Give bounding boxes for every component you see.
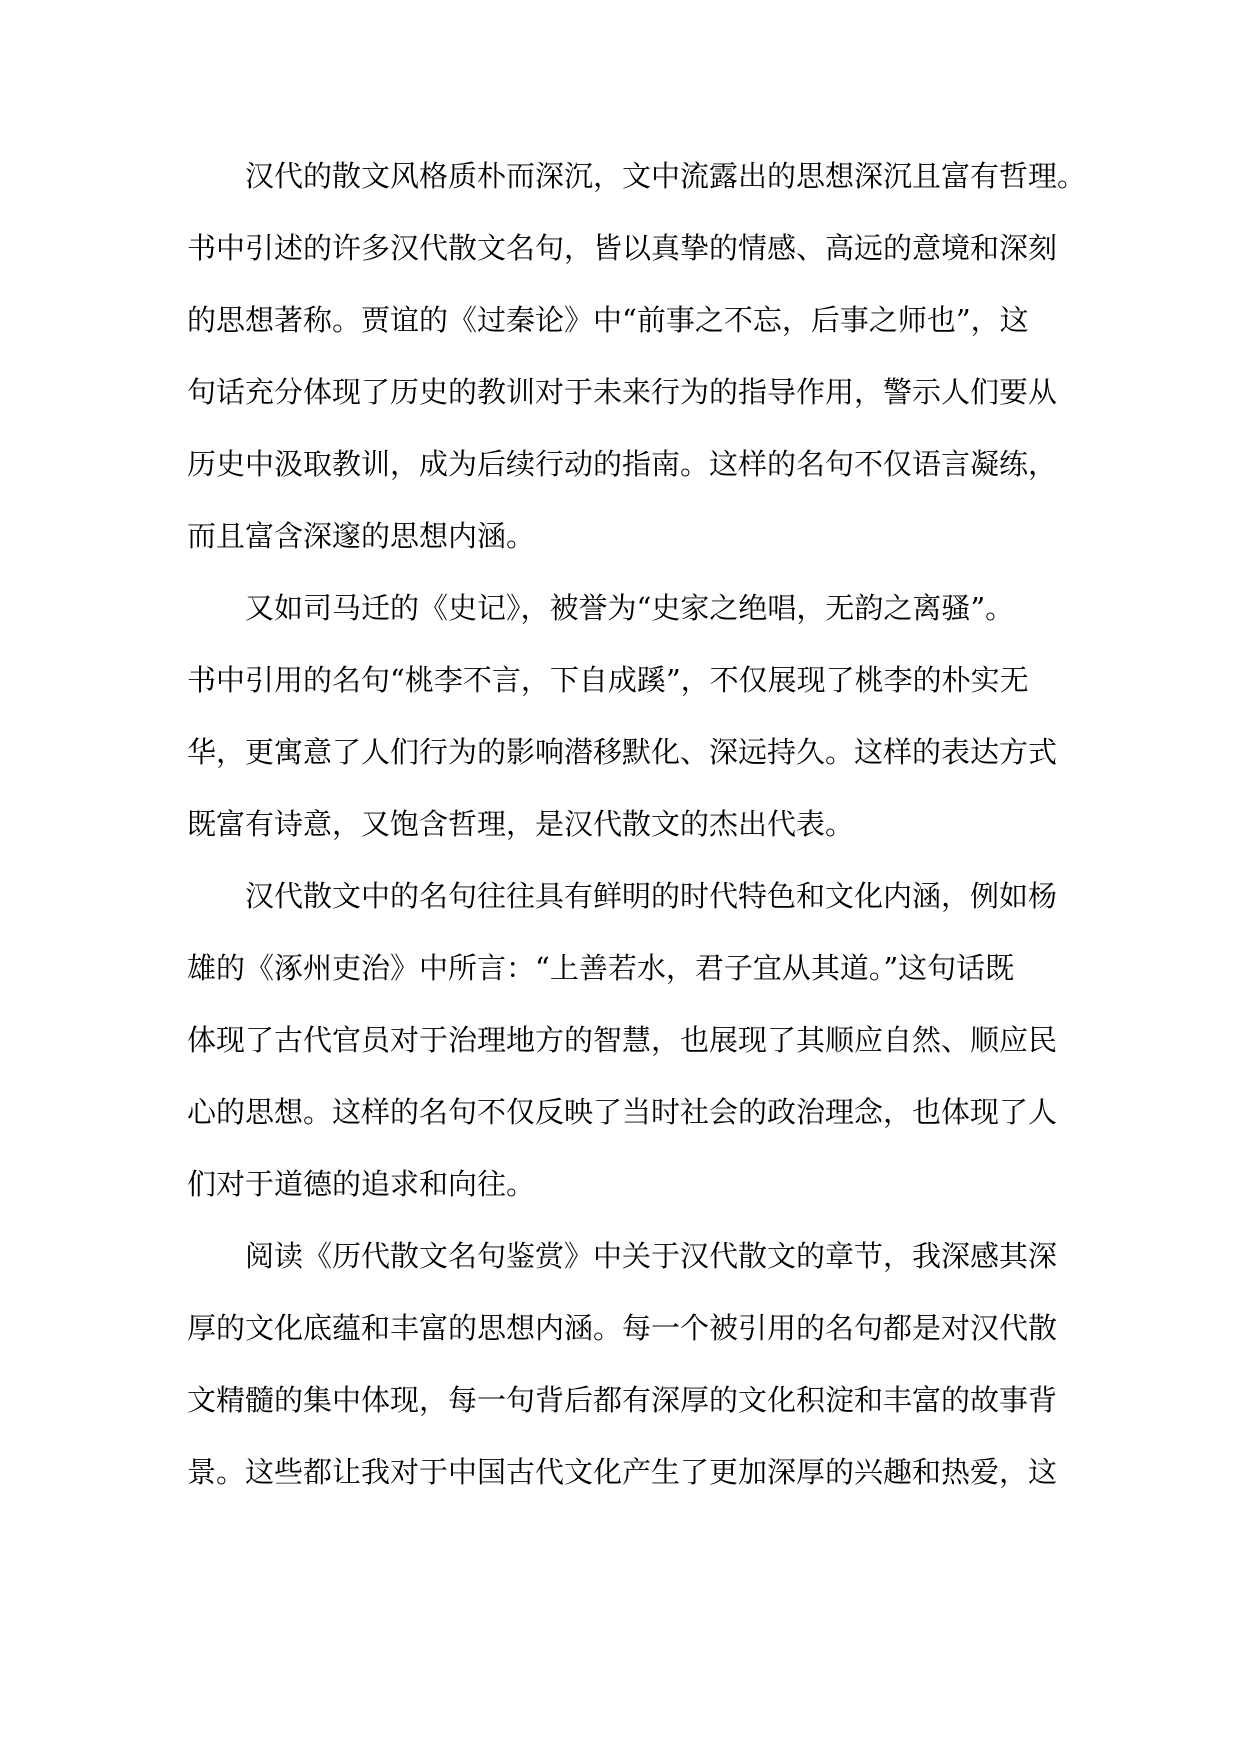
paragraph-line: 书中引述的许多汉代散文名句，皆以真挚的情感、高远的意境和深刻 (187, 231, 1058, 265)
paragraph-2 (187, 572, 1087, 860)
paragraph-line: 体现了古代官员对于治理地方的智慧，也展现了其顺应自然、顺应民 (187, 1023, 1058, 1057)
paragraph-line: 们对于道德的追求和向往。 (187, 1167, 536, 1201)
paragraph-line: 既富有诗意，又饱含哲理，是汉代散文的杰出代表。 (187, 807, 855, 841)
paragraph-line: 又如司马迁的《史记》，被誉为“史家之绝唱，无韵之离骚”。 (245, 591, 1015, 625)
paragraph-line: 心的思想。这样的名句不仅反映了当时社会的政治理念，也体现了人 (187, 1095, 1058, 1129)
paragraph-line: 华，更寓意了人们行为的影响潜移默化、深远持久。这样的表达方式 (187, 735, 1058, 769)
paragraph-line: 汉代的散文风格质朴而深沉，文中流露出的思想深沉且富有哲理。 (245, 159, 1087, 193)
paragraph-line: 汉代散文中的名句往往具有鲜明的时代特色和文化内涵，例如杨 (245, 879, 1058, 913)
paragraph-3 (187, 860, 1087, 1220)
paragraph-line: 书中引用的名句“桃李不言，下自成蹊”，不仅展现了桃李的朴实无 (187, 663, 1029, 697)
paragraph-line: 句话充分体现了历史的教训对于未来行为的指导作用，警示人们要从 (187, 375, 1058, 409)
paragraph-4 (187, 1220, 1087, 1508)
paragraph-line: 的思想著称。贾谊的《过秦论》中“前事之不忘，后事之师也”，这 (187, 303, 1029, 337)
paragraph-line: 景。这些都让我对于中国古代文化产生了更加深厚的兴趣和热爱，这 (187, 1455, 1058, 1489)
paragraph-line: 而且富含深邃的思想内涵。 (187, 519, 536, 553)
paragraph-1 (187, 140, 1087, 572)
paragraph-line: 雄的《涿州吏治》中所言：“上善若水，君子宜从其道。”这句话既 (187, 951, 1015, 985)
paragraph-line: 厚的文化底蕴和丰富的思想内涵。每一个被引用的名句都是对汉代散 (187, 1311, 1058, 1345)
paragraph-line: 历史中汲取教训，成为后续行动的指南。这样的名句不仅语言凝练， (187, 447, 1058, 481)
paragraph-line: 阅读《历代散文名句鉴赏》中关于汉代散文的章节，我深感其深 (245, 1239, 1058, 1273)
document-body (187, 140, 1087, 1508)
paragraph-line: 文精髓的集中体现，每一句背后都有深厚的文化积淀和丰富的故事背 (187, 1383, 1058, 1417)
